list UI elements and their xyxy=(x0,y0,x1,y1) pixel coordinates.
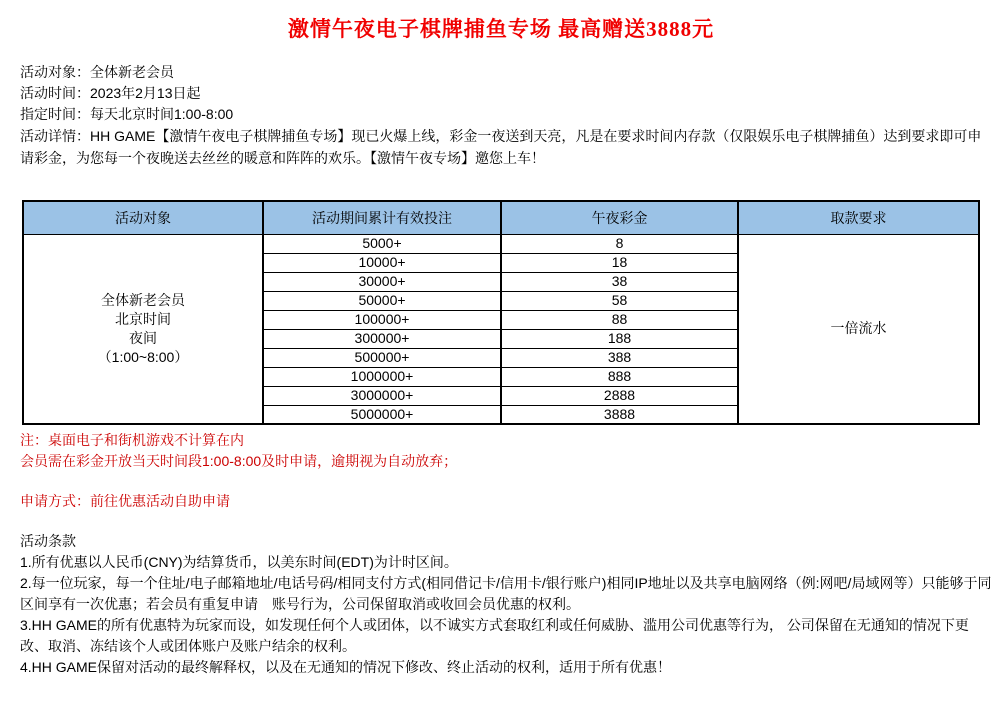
note-exclusion: 注：桌面电子和街机游戏不计算在内 xyxy=(20,432,244,448)
activity-details: 活动详情：HH GAME【激情午夜电子棋牌捕鱼专场】现已火爆上线，彩金一夜送到天亮，凡是在要求时间内存款（仅限娱乐电子棋牌捕鱼）达到要求即可申请彩金，为您每一个夜晚送去丝丝的暖意和阵阵的欢乐。【激情午夜专场】邀您上车！ xyxy=(20,128,982,166)
term-item-3: 3.HH GAME的所有优惠特为玩家而设，如发现任何个人或团体，以不诚实方式套取红利或任何威胁、滥用公司优惠等行为， 公司保留在无通知的情况下更改、取消、冻结该个人或团体账户及账户结余的权利。 xyxy=(20,617,969,654)
info-line-activity-target: 活动对象：全体新老会员 xyxy=(20,64,174,80)
info-line-designated-time: 指定时间：每天北京时间1:00-8:00 xyxy=(20,106,234,122)
member-line: 夜间 xyxy=(129,329,157,346)
bonus-cell: 3888 xyxy=(501,405,738,424)
bonus-cell: 38 xyxy=(501,272,738,291)
term-item-4: 4.HH GAME保留对活动的最终解释权，以及在无通知的情况下修改、终止活动的权利，适用于所有优惠！ xyxy=(20,659,672,675)
withdraw-cell: 一倍流水 xyxy=(738,234,979,424)
notes-block xyxy=(20,430,994,512)
info-block xyxy=(20,62,994,169)
col-header-activity-target: 活动对象 xyxy=(23,201,263,234)
bonus-cell: 188 xyxy=(501,329,738,348)
table-header-row xyxy=(23,201,979,234)
bonus-cell: 388 xyxy=(501,348,738,367)
bet-cell: 300000+ xyxy=(263,329,501,348)
promo-table xyxy=(22,200,980,425)
bet-cell: 10000+ xyxy=(263,253,501,272)
col-header-midnight-bonus: 午夜彩金 xyxy=(501,201,738,234)
info-line-activity-time: 活动时间：2023年2月13日起 xyxy=(20,85,201,101)
member-line: 北京时间 xyxy=(115,310,171,327)
note-deadline: 会员需在彩金开放当天时间段1:00-8:00及时申请，逾期视为自动放弃； xyxy=(20,453,458,469)
member-cell xyxy=(23,234,263,424)
bonus-cell: 18 xyxy=(501,253,738,272)
bet-cell: 30000+ xyxy=(263,272,501,291)
member-line: （1:00~8:00） xyxy=(97,348,189,365)
bet-cell: 3000000+ xyxy=(263,386,501,405)
term-item-2: 2.每一位玩家，每一个住址/电子邮箱地址/电话号码/相同支付方式(相同借记卡/信用卡/银行账户)相同IP地址以及共享电脑网络（例:网吧/局域网等）只能够于同区间享有一次优惠；若会员有重复申请 账号行为，公司保留取消或收回会员优惠的权利。 xyxy=(20,575,992,612)
bet-cell: 5000000+ xyxy=(263,405,501,424)
bet-cell: 500000+ xyxy=(263,348,501,367)
page-title: 激情午夜电子棋牌捕鱼专场 最高赠送3888元 xyxy=(287,17,715,41)
bonus-cell: 58 xyxy=(501,291,738,310)
apply-method: 申请方式：前往优惠活动自助申请 xyxy=(20,493,230,509)
bonus-cell: 88 xyxy=(501,310,738,329)
bet-cell: 5000+ xyxy=(263,234,501,253)
bet-cell: 50000+ xyxy=(263,291,501,310)
terms-heading: 活动条款 xyxy=(20,533,76,549)
member-line: 全体新老会员 xyxy=(101,291,185,308)
table-row xyxy=(23,234,979,253)
col-header-withdraw-requirement: 取款要求 xyxy=(738,201,979,234)
bet-cell: 100000+ xyxy=(263,310,501,329)
terms-block xyxy=(20,531,994,678)
term-item-1: 1.所有优惠以人民币(CNY)为结算货币，以美东时间(EDT)为计时区间。 xyxy=(20,554,458,570)
bonus-cell: 2888 xyxy=(501,386,738,405)
bonus-cell: 888 xyxy=(501,367,738,386)
bonus-cell: 8 xyxy=(501,234,738,253)
bet-cell: 1000000+ xyxy=(263,367,501,386)
col-header-valid-bets: 活动期间累计有效投注 xyxy=(263,201,501,234)
